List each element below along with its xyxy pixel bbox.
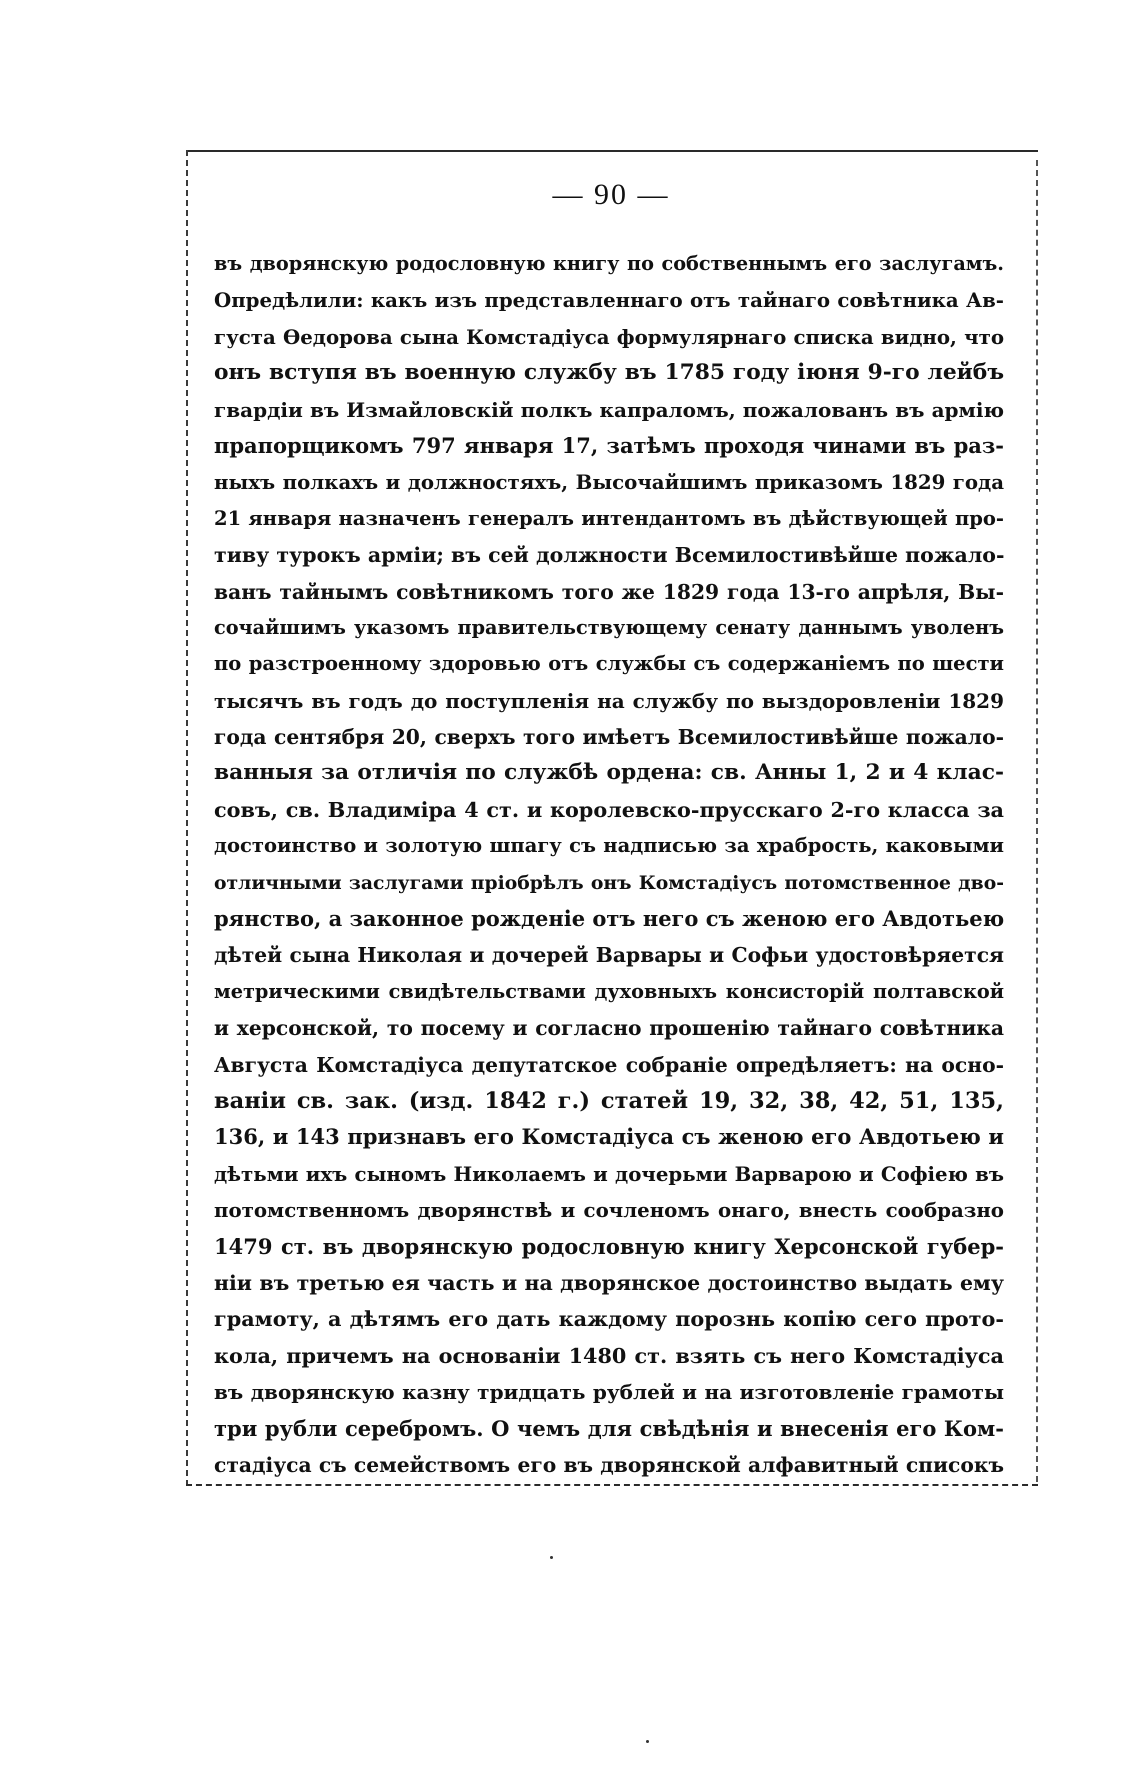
text-line: кола, причемъ на основаніи 1480 ст. взять съ него Комстадіуса <box>214 1343 1004 1368</box>
text-line: достоинство и золотую шпагу съ надписью за храбрость, каковыми <box>214 834 1004 858</box>
text-line: совъ, св. Владиміра 4 ст. и королевско-прусскаго 2-го класса за <box>214 797 1004 822</box>
text-line: стадіуса съ семействомъ его въ дворянской алфавитный списокъ <box>214 1452 1004 1477</box>
text-line: гвардіи въ Измайловскій полкъ капраломъ, пожалованъ въ армію <box>214 397 1004 422</box>
stray-ink-mark <box>646 1740 649 1743</box>
text-line: метрическими свидѣтельствами духовныхъ консисторій полтавской <box>214 979 1004 1003</box>
text-line: ванныя за отличія по службѣ ордена: св. Анны 1, 2 и 4 клас- <box>214 760 1004 786</box>
page-number: — 90 — <box>552 178 670 211</box>
text-line: ніи въ третью ея часть и на дворянское достоинство выдать ему <box>214 1270 1004 1295</box>
text-line: густа Ѳедорова сына Комстадіуса формулярнаго списка видно, что <box>214 324 1004 349</box>
text-line: потомственномъ дворянствѣ и сочленомъ онаго, внесть сообразно <box>214 1198 1004 1223</box>
stray-ink-mark <box>550 1556 553 1559</box>
text-line: года сентября 20, сверхъ того имѣетъ Всемилостивѣйше пожало- <box>214 725 1004 750</box>
text-line: 1479 ст. въ дворянскую родословную книгу Херсонской губер- <box>214 1233 1004 1259</box>
text-line: прапорщикомъ 797 января 17, затѣмъ проходя чинами въ раз- <box>214 432 1004 458</box>
text-line: въ дворянскую родословную книгу по собственнымъ его заслугамъ. <box>214 252 1004 275</box>
text-line: тысячъ въ годъ до поступленія на службу по выздоровленіи 1829 <box>214 688 1004 713</box>
text-line: Опредѣлили: какъ изъ представленнаго отъ тайнаго совѣтника Ав- <box>214 288 1004 313</box>
text-line: сочайшимъ указомъ правительствующему сенату даннымъ уволенъ <box>214 615 1004 639</box>
text-line: ваніи св. зак. (изд. 1842 г.) статей 19, 32, 38, 42, 51, 135, <box>214 1087 1004 1114</box>
text-line: 21 января назначенъ генералъ интендантомъ въ дѣйствующей про- <box>214 506 1004 530</box>
frame-left-rule <box>186 150 188 1486</box>
text-line: по разстроенному здоровью отъ службы съ содержаніемъ по шести <box>214 652 1004 676</box>
frame-bottom-rule <box>186 1484 1038 1486</box>
text-line: 136, и 143 признавъ его Комстадіуса съ женою его Авдотьею и <box>214 1124 1004 1150</box>
text-line: три рубли серебромъ. О чемъ для свѣдѣнія и внесенія его Ком- <box>214 1415 1004 1441</box>
body-text <box>214 246 1004 1483</box>
frame-top-rule <box>186 150 1038 152</box>
text-line: дѣтей сына Николая и дочерей Варвары и Софьи удостовѣряется <box>214 943 1004 968</box>
text-line: въ дворянскую казну тридцать рублей и на изготовленіе грамоты <box>214 1380 1004 1405</box>
text-line: онъ вступя въ военную службу въ 1785 году іюня 9-го лейбъ <box>214 360 1004 386</box>
text-line: ныхъ полкахъ и должностяхъ, Высочайшимъ приказомъ 1829 года <box>214 470 1004 495</box>
text-line: и херсонской, то посему и согласно прошенію тайнаго совѣтника <box>214 1016 1004 1041</box>
frame-right-rule <box>1036 160 1038 1482</box>
text-line: дѣтьми ихъ сыномъ Николаемъ и дочерьми Варварою и Софіею въ <box>214 1161 1004 1186</box>
text-line: рянство, а законное рожденіе отъ него съ женою его Авдотьею <box>214 906 1005 932</box>
text-line: тиву турокъ арміи; въ сей должности Всемилостивѣйше пожало- <box>214 543 1005 568</box>
text-line: отличными заслугами пріобрѣлъ онъ Комстадіусъ потомственное дво- <box>214 871 1004 894</box>
text-line: Августа Комстадіуса депутатское собраніе опредѣляетъ: на осно- <box>214 1052 1004 1077</box>
text-line: грамоту, а дѣтямъ его дать каждому порознь копію сего прото- <box>214 1307 1004 1332</box>
text-line: ванъ тайнымъ совѣтникомъ того же 1829 года 13-го апрѣля, Вы- <box>214 579 1004 604</box>
